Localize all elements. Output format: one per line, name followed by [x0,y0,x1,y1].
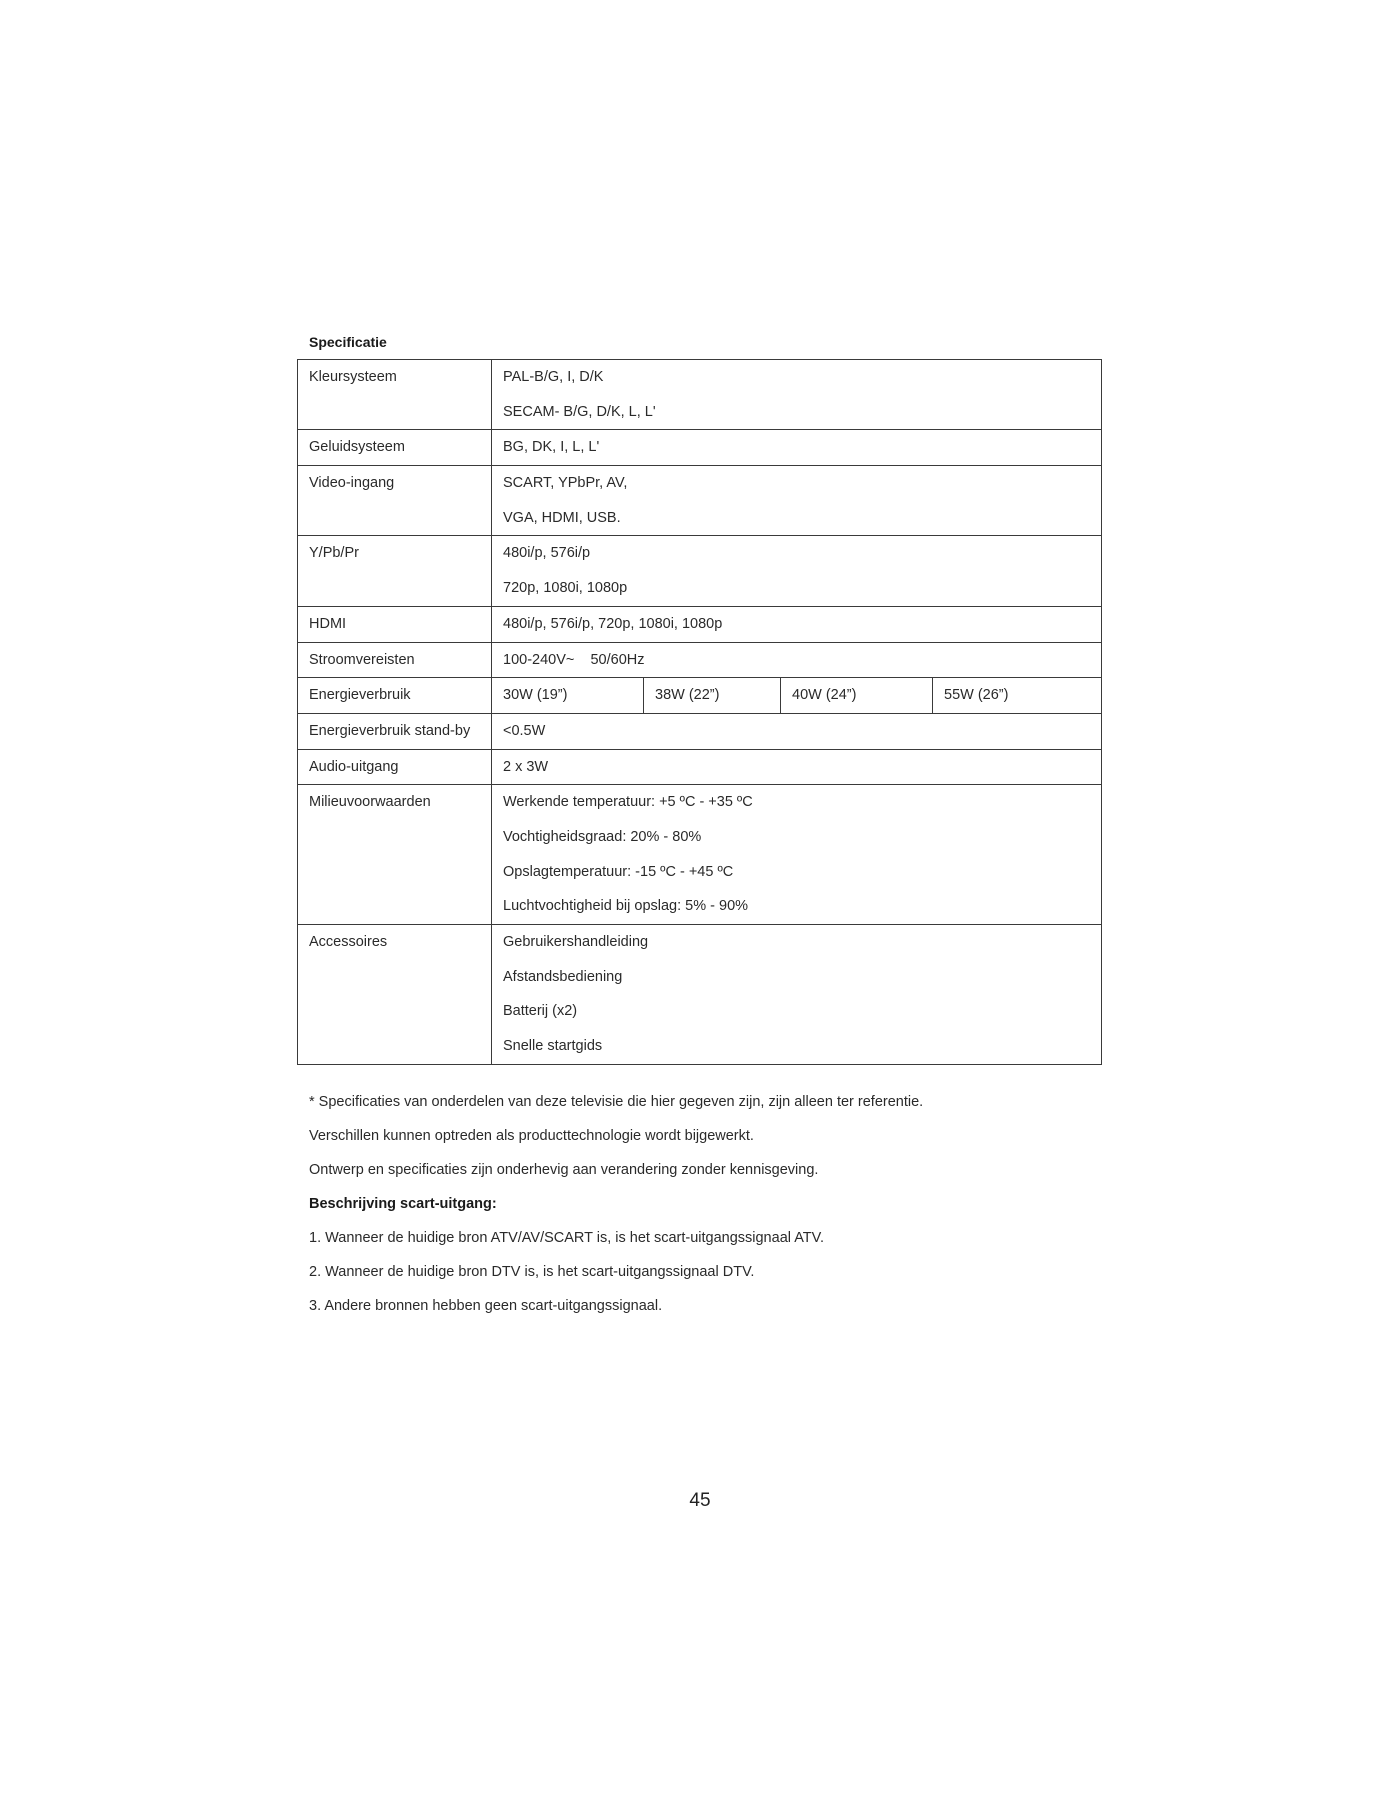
specification-table [297,359,1102,1065]
spec-label: Geluidsysteem [298,430,492,466]
spec-label: Y/Pb/Pr [298,536,492,606]
spec-value: <0.5W [492,713,1102,749]
table-row [298,749,1102,785]
spec-value: PAL-B/G, I, D/K SECAM- B/G, D/K, L, L' [492,360,1102,430]
spec-value: 100-240V~ 50/60Hz [492,642,1102,678]
spec-value: 30W (19”) [492,678,644,714]
spec-value: 38W (22”) [644,678,781,714]
spec-value: 2 x 3W [492,749,1102,785]
table-row [298,785,1102,925]
page-number: 45 [689,1490,711,1511]
spec-label: Video-ingang [298,466,492,536]
table-row [298,678,1102,714]
table-row [298,360,1102,430]
spec-value: Werkende temperatuur: +5 ºC - +35 ºC Vochtigheidsgraad: 20% - 80% Opslagtemperatuur: -15 ºC - +45 ºC Luchtvochtigheid bij opslag: 5% - 90% [492,785,1102,925]
spec-label: Kleursysteem [298,360,492,430]
table-row [298,925,1102,1065]
table-row [298,642,1102,678]
spec-value: SCART, YPbPr, AV, VGA, HDMI, USB. [492,466,1102,536]
spec-value: 40W (24”) [781,678,933,714]
note-text: * Specificaties van onderdelen van deze televisie die hier gegeven zijn, zijn alleen ter referentie. [309,1094,924,1110]
spec-label: Stroomvereisten [298,642,492,678]
spec-label: Audio-uitgang [298,749,492,785]
spec-label: Energieverbruik [298,678,492,714]
table-row [298,713,1102,749]
spec-value: 55W (26”) [933,678,1102,714]
note-text: Ontwerp en specificaties zijn onderhevig aan verandering zonder kennisgeving. [309,1162,819,1178]
spec-value: BG, DK, I, L, L' [492,430,1102,466]
scart-list-item: 3. Andere bronnen hebben geen scart-uitgangssignaal. [309,1298,663,1314]
scart-heading: Beschrijving scart-uitgang: [309,1196,497,1212]
spec-value: 480i/p, 576i/p, 720p, 1080i, 1080p [492,606,1102,642]
section-title: Specificatie [309,334,387,350]
note-text: Verschillen kunnen optreden als producttechnologie wordt bijgewerkt. [309,1128,754,1144]
spec-label: Energieverbruik stand-by [298,713,492,749]
spec-label: Accessoires [298,925,492,1065]
spec-value: 480i/p, 576i/p 720p, 1080i, 1080p [492,536,1102,606]
table-row [298,606,1102,642]
scart-list-item: 2. Wanneer de huidige bron DTV is, is het scart-uitgangssignaal DTV. [309,1264,755,1280]
spec-value: Gebruikershandleiding Afstandsbediening Batterij (x2) Snelle startgids [492,925,1102,1065]
spec-label: HDMI [298,606,492,642]
table-row [298,536,1102,606]
spec-label: Milieuvoorwaarden [298,785,492,925]
table-row [298,466,1102,536]
scart-list-item: 1. Wanneer de huidige bron ATV/AV/SCART is, is het scart-uitgangssignaal ATV. [309,1230,825,1246]
table-row [298,430,1102,466]
notes-block [309,1085,923,1323]
